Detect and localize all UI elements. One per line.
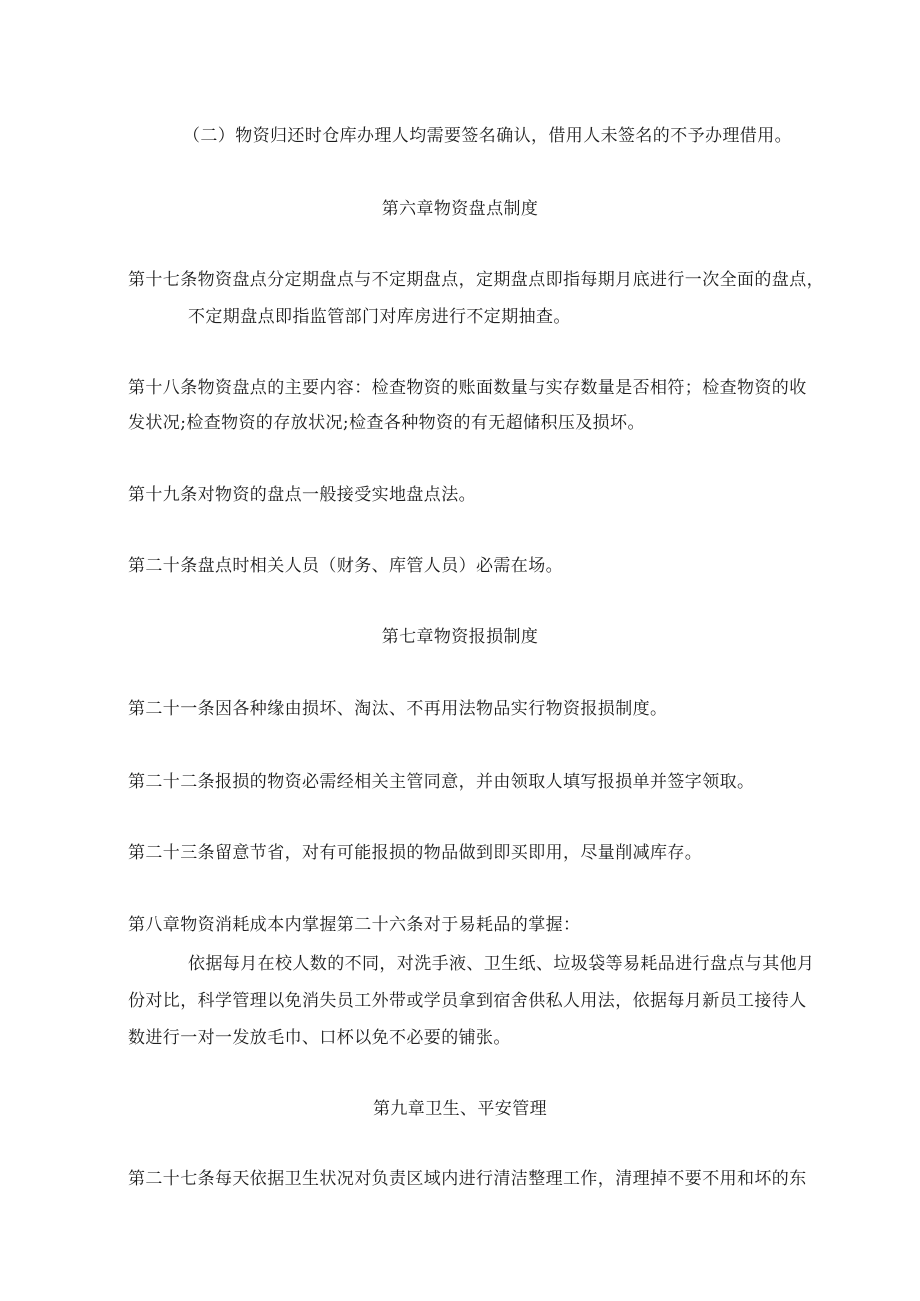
chapter-8-line: 第八章物资消耗成本内掌握第二十六条对于易耗品的掌握：	[128, 915, 581, 935]
article-18-line-1: 第十八条物资盘点的主要内容：检查物资的账面数量与实存数量是否相符；检查物资的收	[128, 378, 807, 398]
article-26-line-1: 依据每月在校人数的不同，对洗手液、卫生纸、垃圾袋等易耗品进行盘点与其他月	[188, 954, 815, 974]
article-19: 第十九条对物资的盘点一般接受实地盘点法。	[128, 485, 476, 505]
article-26-line-3: 数进行一对一发放毛巾、口杯以免不必要的铺张。	[128, 1028, 511, 1048]
chapter-7-heading: 第七章物资报损制度	[381, 627, 539, 647]
article-18-line-2: 发状况;检查物资的存放状况;检查各种物资的有无超储积压及损坏。	[128, 413, 645, 433]
article-22: 第二十二条报损的物资必需经相关主管同意，并由领取人填写报损单并签字领取。	[128, 772, 755, 792]
article-17-line-2: 不定期盘点即指监管部门对库房进行不定期抽查。	[188, 307, 571, 327]
chapter-9-heading: 第九章卫生、平安管理	[373, 1099, 547, 1119]
article-23: 第二十三条留意节省，对有可能报损的物品做到即买即用，尽量削减库存。	[128, 843, 703, 863]
intro-clause: （二）物资归还时仓库办理人均需要签名确认，借用人未签名的不予办理借用。	[183, 126, 792, 146]
article-26-line-2: 份对比，科学管理以免消失员工外带或学员拿到宿舍供私人用法，依据每月新员工接待人	[128, 991, 807, 1011]
article-21: 第二十一条因各种缘由损坏、淘汰、不再用法物品实行物资报损制度。	[128, 699, 668, 719]
article-20: 第二十条盘点时相关人员（财务、库管人员）必需在场。	[128, 556, 563, 576]
chapter-6-heading: 第六章物资盘点制度	[381, 199, 539, 219]
article-27-line-1: 第二十七条每天依据卫生状况对负责区域内进行清洁整理工作，清理掉不要不用和坏的东	[128, 1169, 807, 1189]
article-17-line-1: 第十七条物资盘点分定期盘点与不定期盘点，定期盘点即指每期月底进行一次全面的盘点，	[128, 270, 824, 290]
